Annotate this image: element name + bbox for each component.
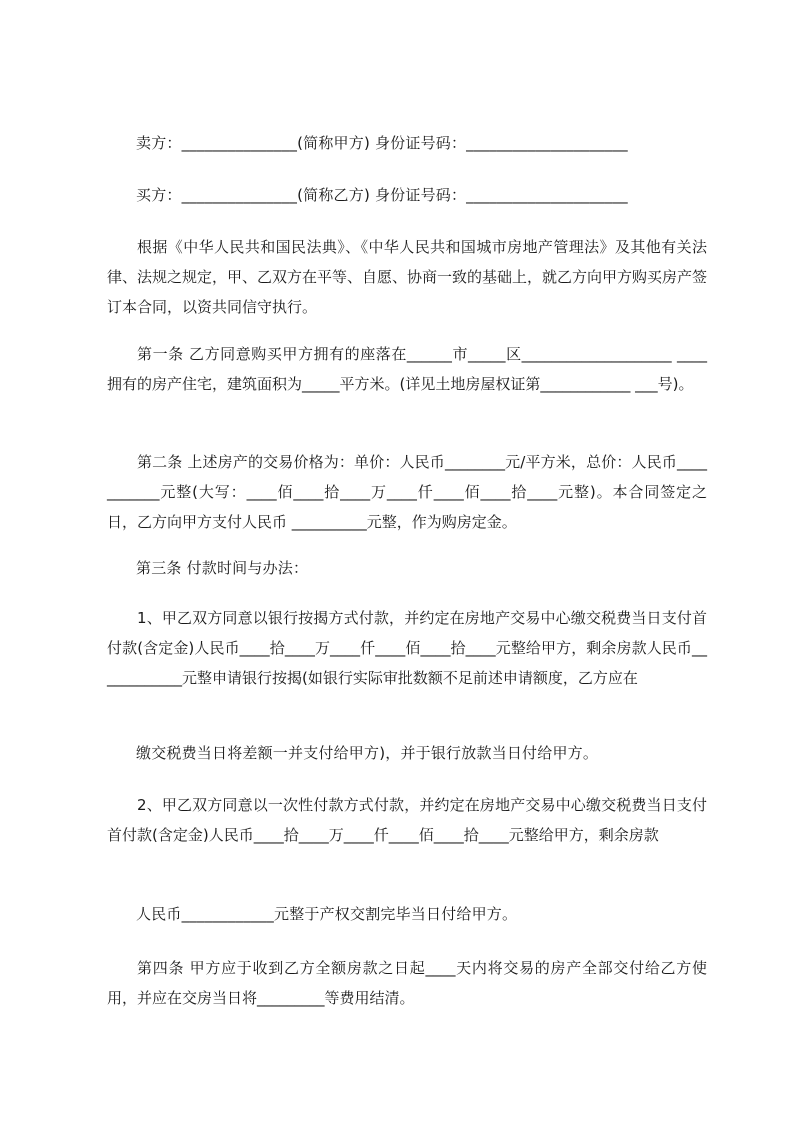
seller-line: 卖方：_______________(简称甲方) 身份证号码：_____________________	[136, 134, 628, 152]
payment-item-1: 1、甲乙双方同意以银行按揭方式付款，并约定在房地产交易中心缴交税费当日支付首付款(含定金)人民币____拾____万____仟____佰____拾____元整给甲方，剩余房款人民币____________元整申请银行按揭(如银行实际审批数额不足前述申请额度，乙方应在	[107, 609, 707, 687]
article-1: 第一条 乙方同意购买甲方拥有的座落在______市_____区____________________ ____拥有的房产住宅，建筑面积为_____平方米。(详见土地房屋权证第____________ ___号)。	[107, 345, 707, 393]
buyer-line: 买方：_______________(简称乙方) 身份证号码：_____________________	[136, 186, 628, 204]
article-4: 第四条 甲方应于收到乙方全额房款之日起____天内将交易的房产全部交付给乙方使用，并应在交房当日将_________等费用结清。	[107, 959, 707, 1007]
article-3-title: 第三条 付款时间与办法：	[136, 559, 309, 577]
payment-item-2-continued: 人民币____________元整于产权交割完毕当日付给甲方。	[136, 905, 518, 923]
payment-item-1-continued: 缴交税费当日将差额一并支付给甲方)，并于银行放款当日付给甲方。	[136, 744, 599, 762]
preamble-paragraph: 根据《中华人民共和国民法典》、《中华人民共和国城市房地产管理法》及其他有关法律、法规之规定，甲、乙双方在平等、自愿、协商一致的基础上，就乙方向甲方购买房产签订本合同，以资共同信守执行。	[107, 238, 708, 316]
payment-item-2: 2、甲乙双方同意以一次性付款方式付款，并约定在房地产交易中心缴交税费当日支付首付款(含定金)人民币____拾____万____仟____佰____拾____元整给甲方，剩余房款	[107, 796, 707, 844]
article-2: 第二条 上述房产的交易价格为：单价：人民币________元/平方米，总价：人民币___________元整(大写：____佰____拾____万____仟____佰____拾____元整)。本合同签定之日，乙方向甲方支付人民币 __________元整，作为购房定金。	[107, 453, 707, 531]
